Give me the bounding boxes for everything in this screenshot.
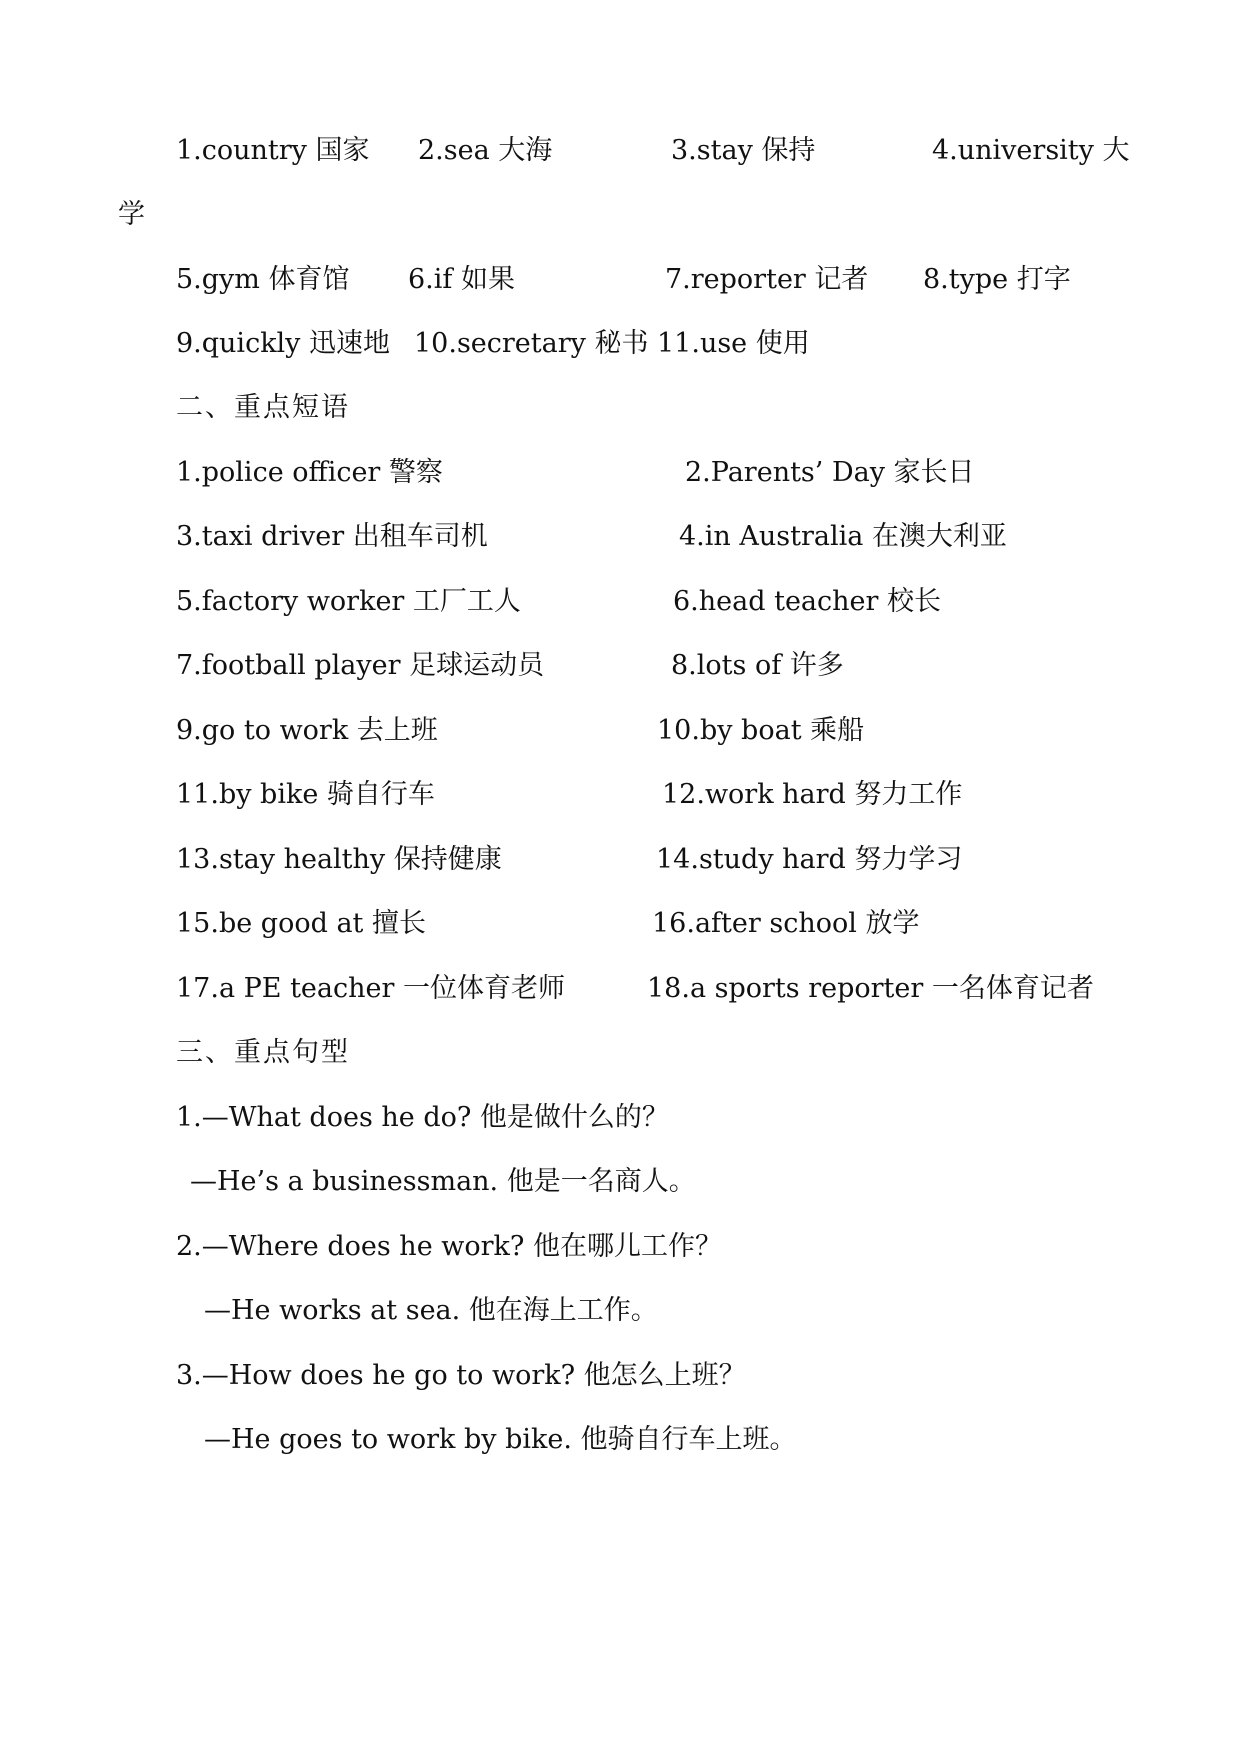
- sentence-line: 3.—How does he go to work? 他怎么上班？: [176, 1360, 746, 1391]
- phrase-left: 3.taxi driver 出租车司机: [176, 521, 488, 552]
- section-heading-phrases: 二、重点短语: [176, 392, 350, 423]
- sentence-line: 2.—Where does he work? 他在哪儿工作？: [176, 1231, 722, 1262]
- phrase-right: 4.in Australia 在澳大利亚: [679, 521, 1007, 552]
- phrase-left: 5.factory worker 工厂工人: [176, 586, 521, 617]
- sentence-line: 1.—What does he do? 他是做什么的？: [176, 1102, 669, 1133]
- vocab-item: 5.gym 体育馆: [176, 264, 350, 295]
- sentence-line: —He works at sea. 他在海上工作。: [204, 1295, 658, 1326]
- phrase-right: 14.study hard 努力学习: [656, 844, 963, 875]
- vocab-item: 6.if 如果: [408, 264, 515, 295]
- phrase-right: 18.a sports reporter 一名体育记者: [647, 973, 1094, 1004]
- vocab-item: 2.sea 大海: [418, 135, 553, 166]
- vocab-item: 7.reporter 记者: [665, 264, 869, 295]
- phrase-right: 6.head teacher 校长: [673, 586, 941, 617]
- vocab-item: 4.university 大: [932, 135, 1130, 166]
- phrase-right: 8.lots of 许多: [671, 650, 844, 681]
- section-heading-sentences: 三、重点句型: [176, 1037, 350, 1068]
- vocab-item: 8.type 打字: [923, 264, 1071, 295]
- vocab-item: 1.country 国家: [176, 135, 370, 166]
- phrase-left: 15.be good at 擅长: [176, 908, 426, 939]
- sentence-line: —He’s a businessman. 他是一名商人。: [190, 1166, 696, 1197]
- phrase-right: 16.after school 放学: [652, 908, 920, 939]
- phrase-left: 17.a PE teacher 一位体育老师: [176, 973, 565, 1004]
- phrase-left: 7.football player 足球运动员: [176, 650, 545, 681]
- sentence-line: —He goes to work by bike. 他骑自行车上班。: [204, 1424, 797, 1455]
- vocab-wrap: 学: [118, 199, 145, 230]
- phrase-left: 11.by bike 骑自行车: [176, 779, 435, 810]
- vocab-item: 9.quickly 迅速地: [176, 328, 391, 359]
- vocab-item: 3.stay 保持: [671, 135, 816, 166]
- phrase-right: 10.by boat 乘船: [657, 715, 865, 746]
- phrase-right: 12.work hard 努力工作: [662, 779, 963, 810]
- phrase-left: 9.go to work 去上班: [176, 715, 438, 746]
- vocab-item: 10.secretary 秘书: [414, 328, 649, 359]
- vocab-item: 11.use 使用: [657, 328, 810, 359]
- phrase-left: 13.stay healthy 保持健康: [176, 844, 502, 875]
- phrase-left: 1.police officer 警察: [176, 457, 443, 488]
- phrase-right: 2.Parents’ Day 家长日: [685, 457, 975, 488]
